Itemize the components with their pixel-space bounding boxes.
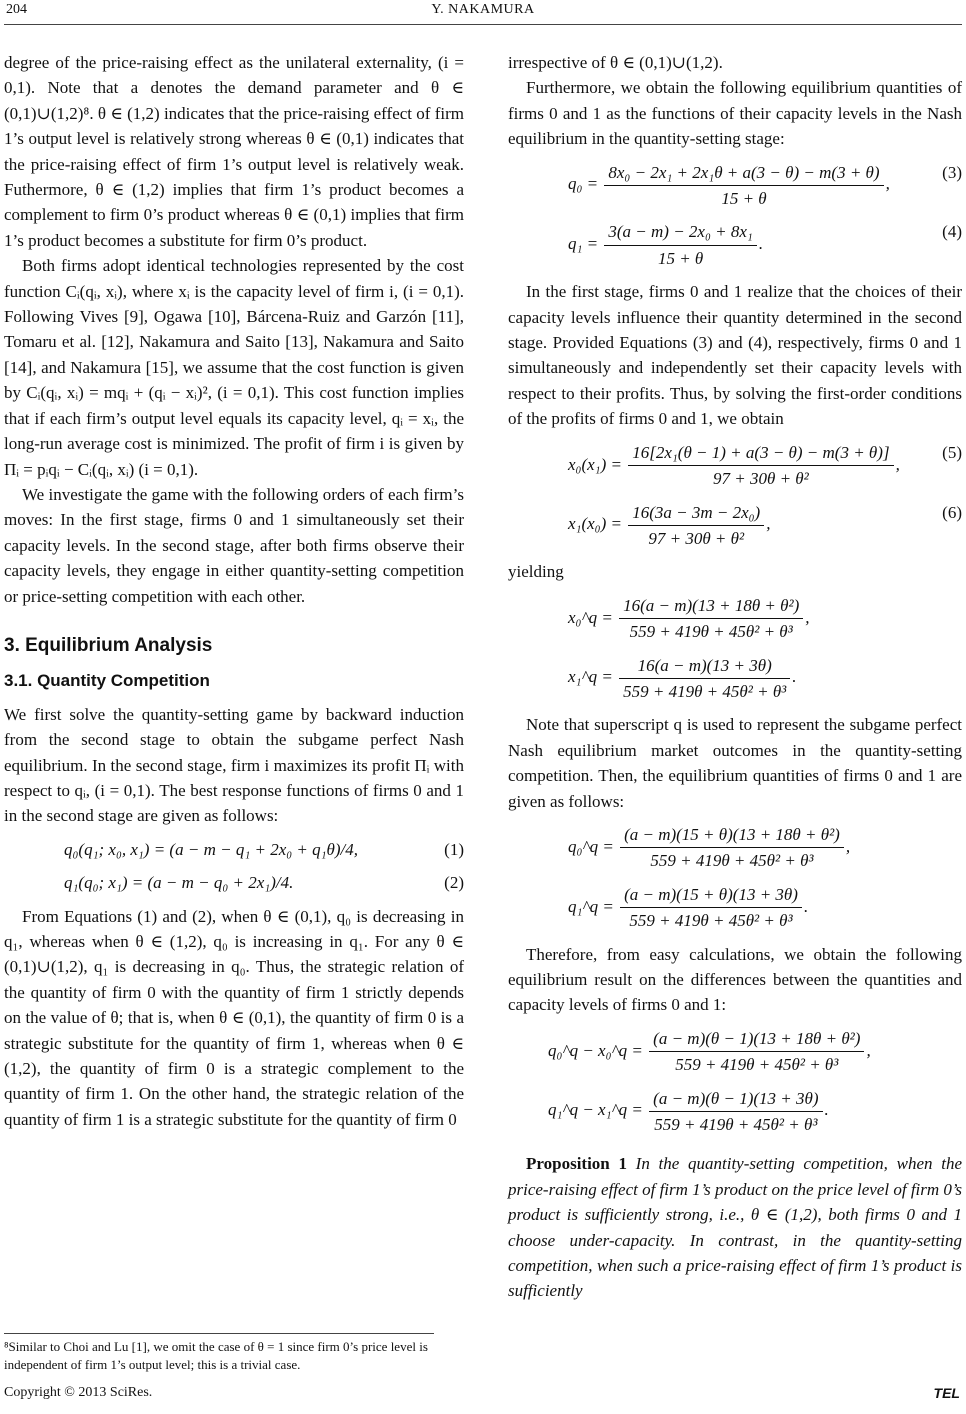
footnote-text: ⁸Similar to Choi and Lu [1], we omit the case of θ = 1 since firm 0’s price level is independent of firm 1’s output level; this is a trivial case. — [4, 1339, 428, 1372]
equation-1 — [4, 837, 464, 862]
numerator: (a − m)(θ − 1)(13 + 18θ + θ²) — [649, 1026, 864, 1052]
paragraph: We investigate the game with the following orders of each firm’s moves: In the first stage, firms 0 and 1 simultaneously set their capacity levels. In the second stage, after both firms observe their capacity levels, they engage in either quantity-setting competition or price-setting competition with each other. — [4, 484, 464, 606]
paragraph: degree of the price-raising effect as the unilateral externality, (i = 0,1). Note that a denotes the demand parameter and θ ∈ (0,1)∪(1,2)⁸. θ ∈ (1,2) indicates that the price-raising effect of firm 1’s output level is relatively strong whereas θ ∈ (0,1) indicates that the price-raising effect of firm 1’s output level is relatively weak. Futhermore, θ ∈ (1,2) implies that firm 1’s product becomes a complement to firm 0’s product whereas θ ∈ (0,1) implies that firm 1’s product becomes a substitute for firm 0’s product. — [4, 53, 464, 250]
denominator: 559 + 419θ + 45θ² + θ³ — [650, 851, 814, 871]
paragraph: Both firms adopt identical technologies represented by the cost function Cᵢ(qᵢ, xᵢ), where xᵢ is the capacity level of firm i, (i = 0,1). Following Vives [9], Ogawa [10], Bárcena-Ruiz and Garzón [11], Tomaru et al. [12], Nakamura and Saito [13], Nakamura and Saito [14], and Nakamura [15], we assume that the cost function is given by Cᵢ(qᵢ, xᵢ) = mqᵢ + (qᵢ − xᵢ)², (i = 0,1). This cost function implies that if each firm’s output level equals its capacity level, qᵢ = xᵢ, the long-run average cost is minimized. The profit of firm i is given by Πᵢ = pᵢqᵢ − Cᵢ(qᵢ, xᵢ) (i = 0,1). — [4, 256, 464, 479]
equation-4: q₁ = $\frac{\text{3(a − m) − 2x₀ + 8x₁}}{15 + \theta}$ . (4) — [508, 219, 962, 271]
paragraph: Furthermore, we obtain the following equilibrium quantities of firms 0 and 1 as the functions of their capacity levels in the Nash equilibrium in the quantity-setting stage: — [508, 78, 962, 149]
paragraph: yielding — [508, 562, 564, 582]
page-footer — [4, 1385, 960, 1401]
fraction — [604, 219, 756, 271]
equation-lhs: q₀ = — [568, 174, 599, 194]
subsection-heading: 3.1. Quantity Competition — [4, 671, 210, 691]
numerator: (a − m)(15 + θ)(13 + 3θ) — [620, 882, 802, 908]
page-header — [0, 0, 966, 26]
paragraph: In the first stage, firms 0 and 1 realize that the choices of their capacity levels influence their quantity determined in the second stage. Provided Equations (3) and (4), respectively, firms 0 and 1 simultaneously and independently set their capacity levels with respect to their profits. Thus, by solving the first-order conditions of the profits of firms 0 and 1, we obtain — [508, 282, 962, 429]
equation-lhs: q₁^q − x₁^q = — [548, 1100, 643, 1120]
denominator: 559 + 419θ + 45θ² + θ³ — [623, 681, 787, 701]
paragraph: irrespective of θ ∈ (0,1)∪(1,2). — [508, 53, 723, 72]
equation-q0q: q₀^q = $\frac{\text{(a − m)(15 + θ)(13 + 18θ + θ²)}}{\text{559 + 419θ + 45θ² + θ³}}$ , — [508, 822, 962, 874]
equation-x0q: x₀^q = $\frac{\text{16(a − m)(13 + 18θ + θ²)}}{\text{559 + 419θ + 45θ² + θ³}}$ , — [508, 593, 962, 645]
copyright: Copyright © 2013 SciRes. — [4, 1385, 153, 1400]
equation-6: x₁(x₀) = $\frac{\text{16(3a − 3m − 2x₀)}}{\text{97 + 30θ + θ²}}$ , (6) — [508, 500, 962, 552]
equation-number: (5) — [942, 442, 962, 462]
equation-lhs: q₁ = — [568, 234, 599, 254]
equation-body: q₁(q₀; x₁) = (a − m − q₀ + 2x₁)/4. — [64, 873, 294, 893]
equation-number: (2) — [444, 873, 464, 893]
numerator: 16(a − m)(13 + 18θ + θ²) — [619, 593, 803, 619]
proposition-label: Proposition 1 — [526, 1154, 627, 1174]
equation-3: q₀ = $\frac{\text{8x₀ − 2x₁ + 2x₁θ + a(3 − θ) − m(3 + θ)}}{15 + \theta}$ , (3) — [508, 160, 962, 212]
numerator: 16(3a − 3m − 2x₀) — [628, 500, 764, 526]
equation-number: (1) — [444, 839, 464, 859]
equation-lhs: x₁^q = — [568, 667, 613, 687]
numerator: (a − m)(θ − 1)(13 + 3θ) — [649, 1086, 822, 1112]
left-column — [4, 50, 464, 1132]
footnote — [4, 1333, 464, 1374]
section-heading: 3. Equilibrium Analysis — [4, 634, 213, 656]
numerator: 3(a − m) − 2x₀ + 8x₁ — [604, 219, 756, 245]
fraction — [649, 1026, 864, 1078]
equation-diff-0: q₀^q − x₀^q = $\frac{\text{(a − m)(θ − 1)(13 + 18θ + θ²)}}{\text{559 + 419θ + 45θ² + θ³}}$ , — [508, 1026, 962, 1078]
paragraph: We first solve the quantity-setting game by backward induction from the second stage to obtain the subgame perfect Nash equilibrium. In the second stage, firm i maximizes its profit Πᵢ with respect to qᵢ, (i = 0,1). The best response functions of firms 0 and 1 in the second stage are given as follows: — [4, 704, 464, 826]
denominator: 559 + 419θ + 45θ² + θ³ — [654, 1115, 818, 1135]
fraction — [620, 882, 802, 934]
denominator: 559 + 419θ + 45θ² + θ³ — [629, 911, 793, 931]
equation-body: q₀(q₁; x₀, x₁) = (a − m − q₁ + 2x₀ + q₁θ)/4, — [64, 839, 359, 859]
denominator: 559 + 419θ + 45θ² + θ³ — [629, 622, 793, 642]
equation-lhs: q₁^q = — [568, 896, 614, 916]
fraction — [628, 440, 893, 492]
proposition-text: In the quantity-setting competition, when the price-raising effect of firm 1’s product on the price level of firm 0’s product is sufficiently strong, i.e., θ ∈ (1,2), both firms 0 and 1 choose under-capacity. In contrast, in the quantity-setting competition, when such a price-raising effect of firm 1’s product is sufficiently — [508, 1154, 962, 1301]
fraction — [604, 160, 883, 212]
equation-2 — [4, 870, 464, 895]
equation-number: (3) — [942, 162, 962, 182]
equation-diff-1: q₁^q − x₁^q = $\frac{(a - m)(\theta - 1)(13 + 3\theta)}{\text{559 + 419θ + 45θ² + θ³}}$ . — [508, 1086, 962, 1138]
denominator: 97 + 30θ + θ² — [713, 469, 809, 489]
equation-lhs: q₀^q = — [568, 836, 614, 856]
proposition — [508, 1151, 962, 1303]
running-title: Y. NAKAMURA — [431, 2, 535, 17]
paragraph: From Equations (1) and (2), when θ ∈ (0,1), q₀ is decreasing in q₁, whereas when θ ∈ (1,2), q₀ is increasing in q₁. For any θ ∈ (0,1)∪(1,2), q₁ is decreasing in q₀. Thus, the strategic relation of the quantity of firm 0 with the quantity of firm 1 strictly depends on the value of θ; that is, when θ ∈ (0,1), the quantity of firm 0 is a strategic substitute for the quantity of firm 1, whereas when θ ∈ (1,2), the quantity of firm 0 is a strategic complement to the quantity of firm 1. On the other hand, the strategic relation of the quantity of firm 1 is a strategic substitute for the quantity of firm 0 — [4, 906, 464, 1129]
equation-5: x₀(x₁) = $\frac{\text{16[2x₁(θ − 1) + a(3 − θ) − m(3 + θ)]}}{\text{97 + 30θ + θ²}}$ , (5) — [508, 440, 962, 492]
header-rule — [4, 24, 962, 25]
denominator: 559 + 419θ + 45θ² + θ³ — [675, 1055, 839, 1075]
paragraph: Therefore, from easy calculations, we obtain the following equilibrium result on the differences between the quantities and capacity levels of firms 0 and 1: — [508, 944, 962, 1015]
equation-number: (4) — [942, 222, 962, 242]
equation-q1q: q₁^q = $\frac{(a - m)(15 + \theta)(13 + 3\theta)}{\text{559 + 419θ + 45θ² + θ³}}$ . — [508, 882, 962, 934]
numerator: (a − m)(15 + θ)(13 + 18θ + θ²) — [620, 822, 844, 848]
denominator: 15 + θ — [657, 248, 704, 268]
fraction — [619, 653, 790, 705]
numerator: 16(a − m)(13 + 3θ) — [619, 653, 790, 679]
fraction — [619, 593, 803, 645]
equation-x1q: x₁^q = $\frac{16(a - m)(13 + 3\theta)}{\text{559 + 419θ + 45θ² + θ³}}$ . — [508, 653, 962, 705]
equation-number: (6) — [942, 502, 962, 522]
denominator: 97 + 30θ + θ² — [648, 528, 745, 548]
fraction — [628, 500, 764, 552]
numerator: 8x₀ − 2x₁ + 2x₁θ + a(3 − θ) − m(3 + θ) — [604, 160, 883, 186]
footnote-rule — [4, 1333, 434, 1334]
paragraph: Note that superscript q is used to represent the subgame perfect Nash equilibrium market outcomes in the quantity-setting competition. Then, the equilibrium quantities of firms 0 and 1 are given as follows: — [508, 715, 962, 811]
journal-abbrev: TEL — [933, 1385, 960, 1401]
page-number: 204 — [6, 2, 27, 17]
numerator: 16[2x₁(θ − 1) + a(3 − θ) − m(3 + θ)] — [628, 440, 893, 466]
equation-lhs: x₁(x₀) = — [568, 514, 622, 534]
equation-lhs: x₀(x₁) = — [568, 454, 622, 474]
equation-lhs: q₀^q − x₀^q = — [548, 1040, 643, 1060]
right-column — [508, 50, 962, 1304]
equation-lhs: x₀^q = — [568, 607, 613, 627]
fraction — [620, 822, 844, 874]
denominator: 15 + θ — [721, 189, 767, 209]
fraction — [649, 1086, 822, 1138]
